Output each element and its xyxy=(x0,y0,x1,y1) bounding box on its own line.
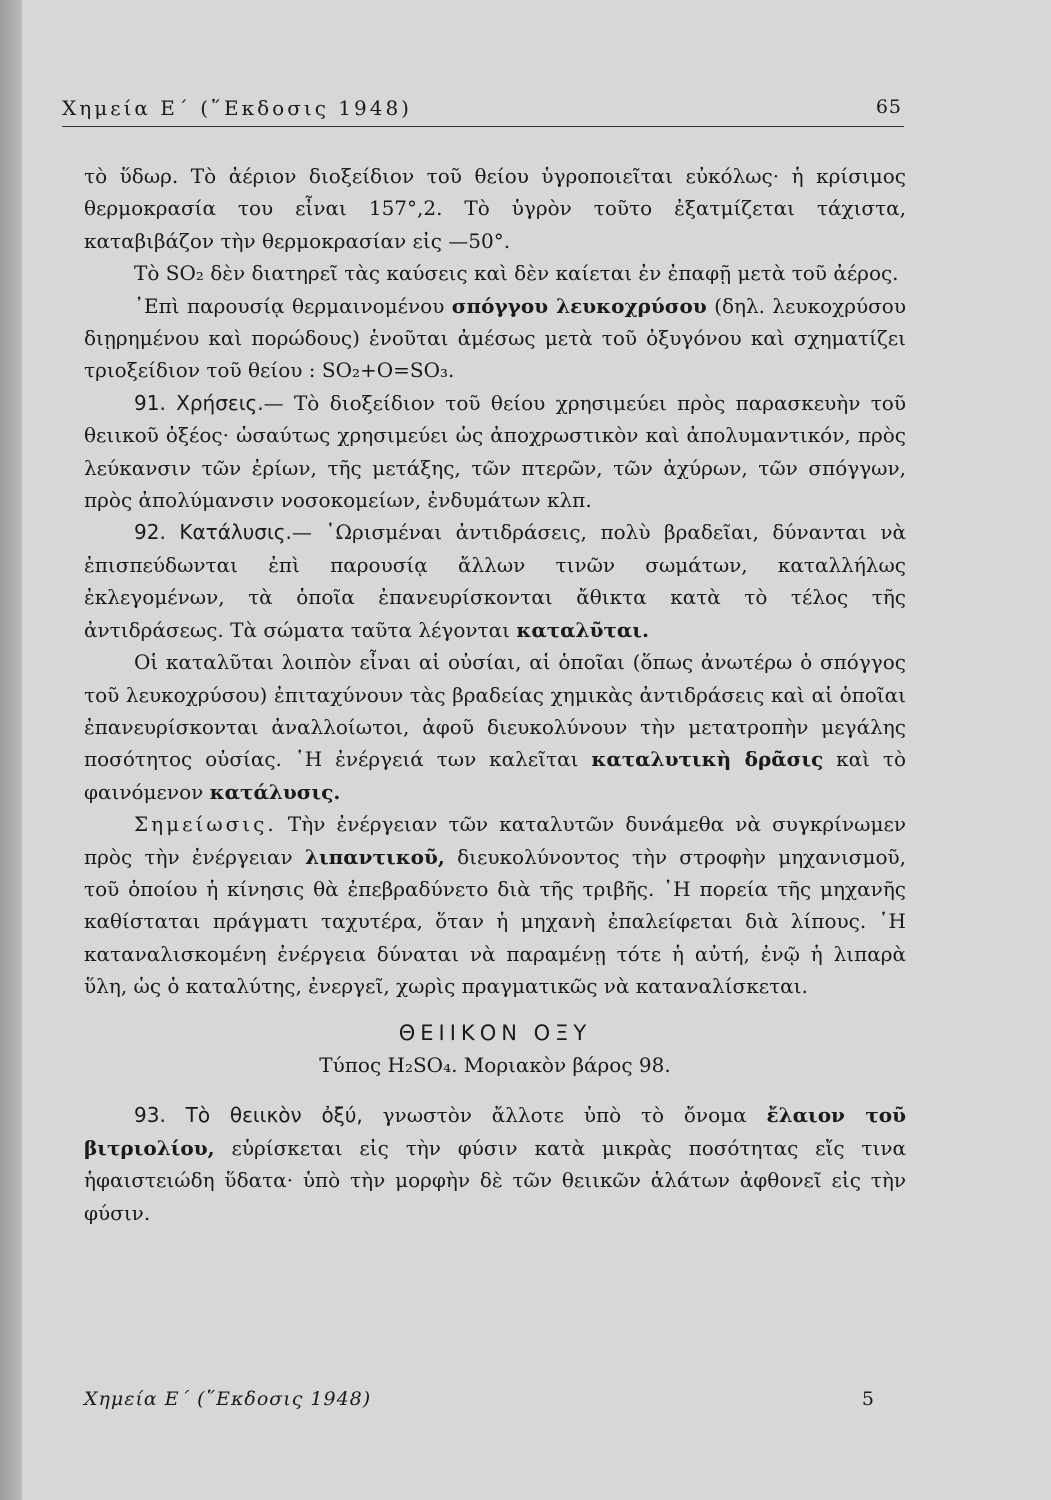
p5-bold-term-1: καταλυτικὴ δρᾶσις xyxy=(591,747,824,772)
p3-text-a: ᾿Επὶ παρουσίᾳ θερμαινομένου xyxy=(134,293,445,318)
section-heading: ΘΕΙΙΚΟΝ ΟΞΥ xyxy=(398,1020,592,1045)
paragraph-platinum-sponge xyxy=(84,290,906,387)
section-91-text: — Τὸ διοξείδιον τοῦ θείου χρησιμεύει πρὸς παρασκευὴν τοῦ θειικοῦ ὀξέος· ὡσαύτως χρησιμεύει ὡς ἀποχρωστικὸν καὶ ἀπολυμαντικόν, πρὸς λεύκανσιν τῶν ἐρίων, τῆς μετάξης, τῶν πτερῶν, τῶν ἀχύρων, τῶν σπόγγων, πρὸς ἀπολύμανσιν νοσοκομείων, ἐνδυμάτων κλπ. xyxy=(84,390,906,513)
p3-text-b: (δηλ. λευκοχρύσου διῃρημένου καὶ πορώδους) ἑνοῦται ἀμέσως μετὰ τοῦ ὀξυγόνου καὶ σχηματίζει τριοξείδιον τοῦ θείου : SO₂+O=SO₃. xyxy=(84,293,906,383)
section-92 xyxy=(84,516,906,646)
note-label: Σημείωσις. xyxy=(134,812,277,837)
p5-text-b: καὶ τὸ φαινόμενον xyxy=(84,747,907,804)
section-93 xyxy=(84,1099,906,1229)
section-92-title: 92. Κατάλυσις. xyxy=(134,520,292,545)
section-93-bold-term: ἔλαιον τοῦ βιτριολίου, xyxy=(84,1103,907,1160)
section-93-text-b: εὑρίσκεται εἰς τὴν φύσιν κατὰ μικρὰς ποσότητας εἴς τινα ἡφαιστειώδη ὕδατα· ὑπὸ τὴν μορφὴν δὲ τῶν θειικῶν ἁλάτων ἀφθονεῖ εἰς τὴν φύσιν. xyxy=(84,1135,906,1225)
paragraph-so2-combustion: Τὸ SO₂ δὲν διατηρεῖ τὰς καύσεις καὶ δὲν καίεται ἐν ἐπαφῇ μετὰ τοῦ ἀέρος. xyxy=(134,261,899,286)
p5-text-a: Οἱ καταλῦται λοιπὸν εἶναι αἱ οὐσίαι, αἱ ὁποῖαι (ὅπως ἀνωτέρω ὁ σπόγγος τοῦ λευκοχρύσου) ἐπιταχύνουν τὰς βραδείας χημικὰς ἀντιδράσεις καὶ αἱ ὁποῖαι ἐπανευρίσκονται ἀναλλοίωτοι, ἀφοῦ διευκολύνουν τὴν μετατροπὴν μεγάλης ποσότητος οὐσίας. ῾Η ἐνέργειά των καλεῖται xyxy=(84,650,906,772)
note-text-a: Τὴν ἐνέργειαν τῶν καταλυτῶν δυνάμεθα νὰ συγκρίνωμεν πρὸς τὴν ἐνέργειαν xyxy=(84,812,906,869)
section-92-text: — ῾Ωρισμέναι ἀντιδράσεις, πολὺ βραδεῖαι, δύνανται νὰ ἐπισπεύδωνται ἐπὶ παρουσίᾳ ἄλλων τινῶν σωμάτων, καταλλήλως ἐκλεγομένων, τὰ ὁποῖα ἐπανευρίσκονται ἄθικτα κατὰ τὸ τέλος τῆς ἀντιδράσεως. Τὰ σώματα ταῦτα λέγονται xyxy=(84,520,906,642)
page-number: 65 xyxy=(875,96,902,118)
paragraph-continuation: τὸ ὕδωρ. Τὸ ἀέριον διοξείδιον τοῦ θείου ὑγροποιεῖται εὐκόλως· ἡ κρίσιμος θερμοκρασία του εἶναι 157°,2. Τὸ ὑγρὸν τοῦτο ἐξατμίζεται τάχιστα, καταβιβάζον τὴν θερμοκρασίαν εἰς —50°. xyxy=(84,164,906,253)
body-text xyxy=(84,160,906,1229)
footer-title: Χημεία Ε΄ (῞Εκδοσις 1948) xyxy=(84,1388,372,1410)
p5-bold-term-2: κατάλυσις. xyxy=(209,779,341,804)
formula-line: Τύπος H₂SO₄. Μοριακὸν βάρος 98. xyxy=(319,1052,671,1077)
section-92-bold-term: καταλῦται. xyxy=(516,617,649,642)
section-93-text-a: γνωστὸν ἄλλοτε ὑπὸ τὸ ὄνομα xyxy=(382,1103,747,1128)
section-91-title: 91. Χρήσεις. xyxy=(134,390,264,415)
page-edge-shadow xyxy=(0,0,22,1500)
running-header xyxy=(62,96,902,130)
p3-bold-term: σπόγγου λευκοχρύσου xyxy=(451,293,707,318)
note-text-b: διευκολύνοντος τὴν στροφὴν μηχανισμοῦ, τοῦ ὁποίου ἡ κίνησις θὰ ἐπεβραδύνετο διὰ τῆς τριβῆς. ῾Η πορεία τῆς μηχανῆς καθίσταται πράγματι ταχυτέρα, ὅταν ἡ μηχανὴ ἐπαλείφεται διὰ λίπους. ῾Η καταναλισκομένη ἐνέργεια δύναται νὰ παραμένῃ τότε ἡ αὐτή, ἐνῷ ἡ λιπαρὰ ὕλη, ὡς ὁ καταλύτης, ἐνεργεῖ, χωρὶς πραγματικῶς νὰ καταναλίσκεται. xyxy=(84,844,907,999)
note-bold-term: λιπαντικοῦ, xyxy=(304,844,445,869)
signature-mark: 5 xyxy=(861,1388,874,1410)
header-title: Χημεία Ε΄ (῞Εκδοσις 1948) xyxy=(62,96,412,120)
section-93-title: 93. Τὸ θειικὸν ὀξύ, xyxy=(134,1103,363,1128)
paragraph-catalysts xyxy=(84,646,906,808)
note-paragraph xyxy=(84,808,906,1002)
section-91 xyxy=(84,387,906,517)
header-rule xyxy=(62,126,904,127)
